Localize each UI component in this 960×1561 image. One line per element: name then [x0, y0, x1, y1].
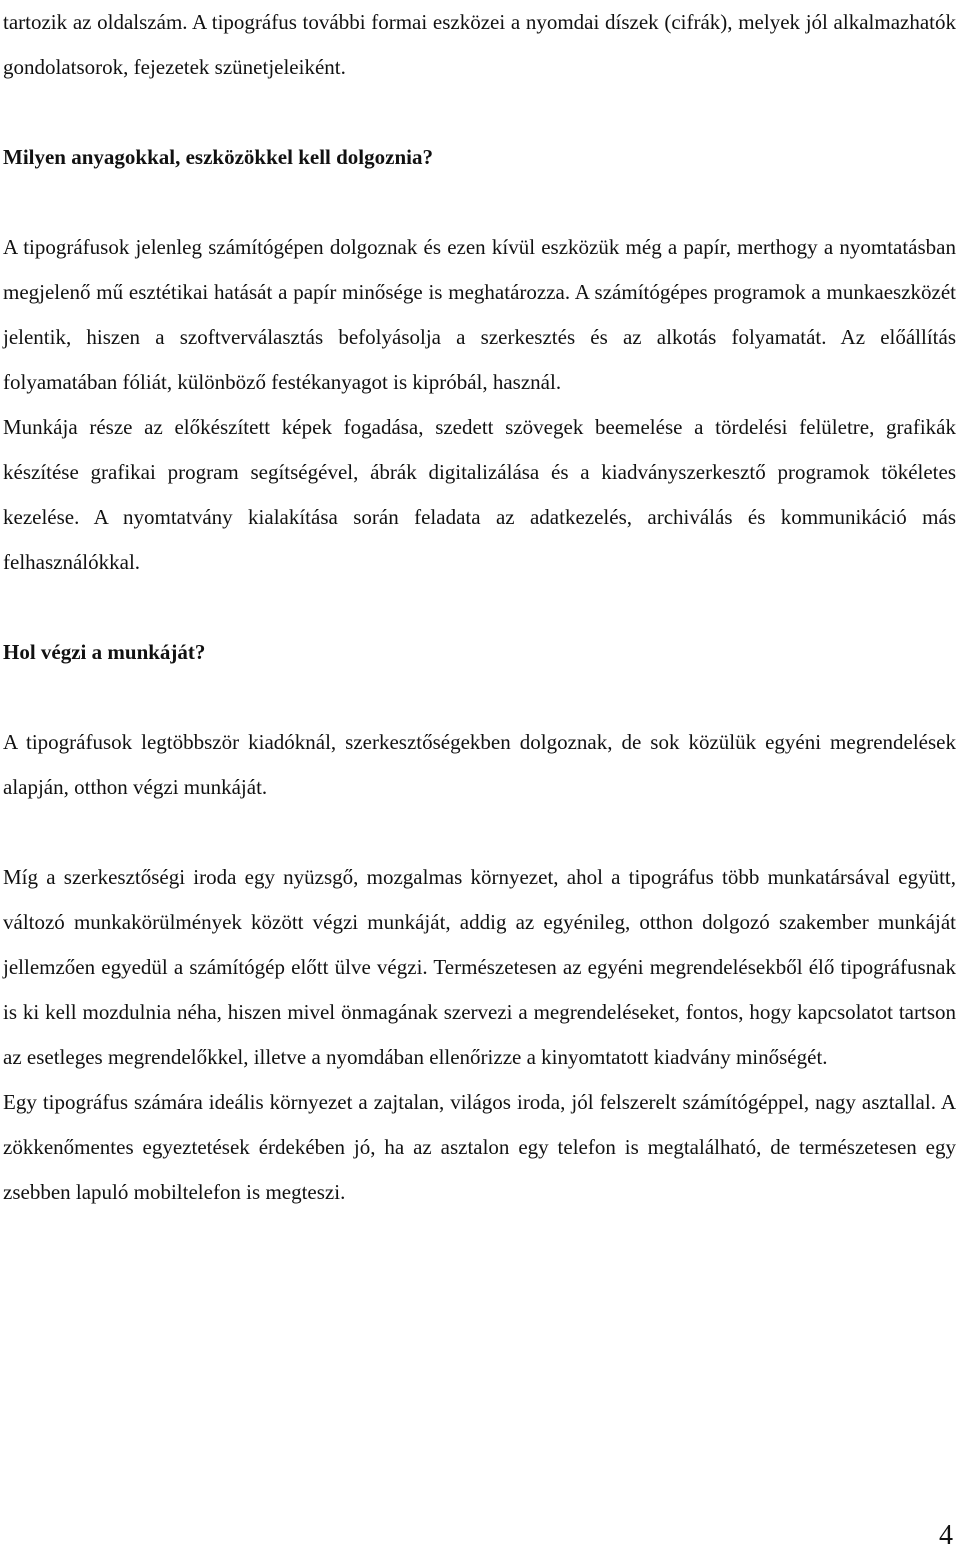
spacer	[3, 585, 956, 630]
workplace-paragraph-1: A tipográfusok legtöbbször kiadóknál, szerkesztőségekben dolgoznak, de sok közülük egyéni megrendelések alapján, otthon végzi munkáját.	[3, 730, 956, 799]
intro-paragraph: tartozik az oldalszám. A tipográfus további formai eszközei a nyomdai díszek (cifrák), melyek jól alkalmazhatók gondolatsorok, fejezetek szünetjeleiként.	[3, 10, 956, 79]
document-page	[3, 0, 956, 1215]
section-heading-workplace: Hol végzi a munkáját?	[3, 640, 206, 664]
spacer	[3, 810, 956, 855]
spacer	[3, 90, 956, 135]
page-number: 4	[939, 1520, 953, 1551]
workplace-paragraph-3: Egy tipográfus számára ideális környezet a zajtalan, világos iroda, jól felszerelt számítógéppel, nagy asztallal. A zökkenőmentes egyeztetések érdekében jó, ha az asztalon egy telefon is megtalálható, de természetesen egy zsebben lapuló mobiltelefon is megteszi.	[3, 1090, 956, 1204]
spacer	[3, 180, 956, 225]
materials-paragraph-1: A tipográfusok jelenleg számítógépen dolgoznak és ezen kívül eszközük még a papír, merthogy a nyomtatásban megjelenő mű esztétikai hatását a papír minősége is meghatározza. A számítógépes programok a munkaeszközét jelentik, hiszen a szoftverválasztás befolyásolja a szerkesztés és az alkotás folyamatát. Az előállítás folyamatában fóliát, különböző festékanyagot is kipróbál, használ.	[3, 235, 956, 394]
workplace-paragraph-2: Míg a szerkesztőségi iroda egy nyüzsgő, mozgalmas környezet, ahol a tipográfus több munkatársával együtt, változó munkakörülmények között végzi munkáját, addig az egyénileg, otthon dolgozó szakember munkáját jellemzően egyedül a számítógép előtt ülve végzi. Természetesen az egyéni megrendelésekből élő tipográfusnak is ki kell mozdulnia néha, hiszen mivel önmagának szervezi a megrendeléseket, fontos, hogy kapcsolatot tartson az esetleges megrendelőkkel, illetve a nyomdában ellenőrizze a kinyomtatott kiadvány minőségét.	[3, 865, 956, 1069]
spacer	[3, 675, 956, 720]
section-heading-materials: Milyen anyagokkal, eszközökkel kell dolgoznia?	[3, 145, 433, 169]
materials-paragraph-2: Munkája része az előkészített képek fogadása, szedett szövegek beemelése a tördelési felületre, grafikák készítése grafikai program segítségével, ábrák digitalizálása és a kiadványszerkesztő programok tökéletes kezelése. A nyomtatvány kialakítása során feladata az adatkezelés, archiválás és kommunikáció más felhasználókkal.	[3, 415, 956, 574]
